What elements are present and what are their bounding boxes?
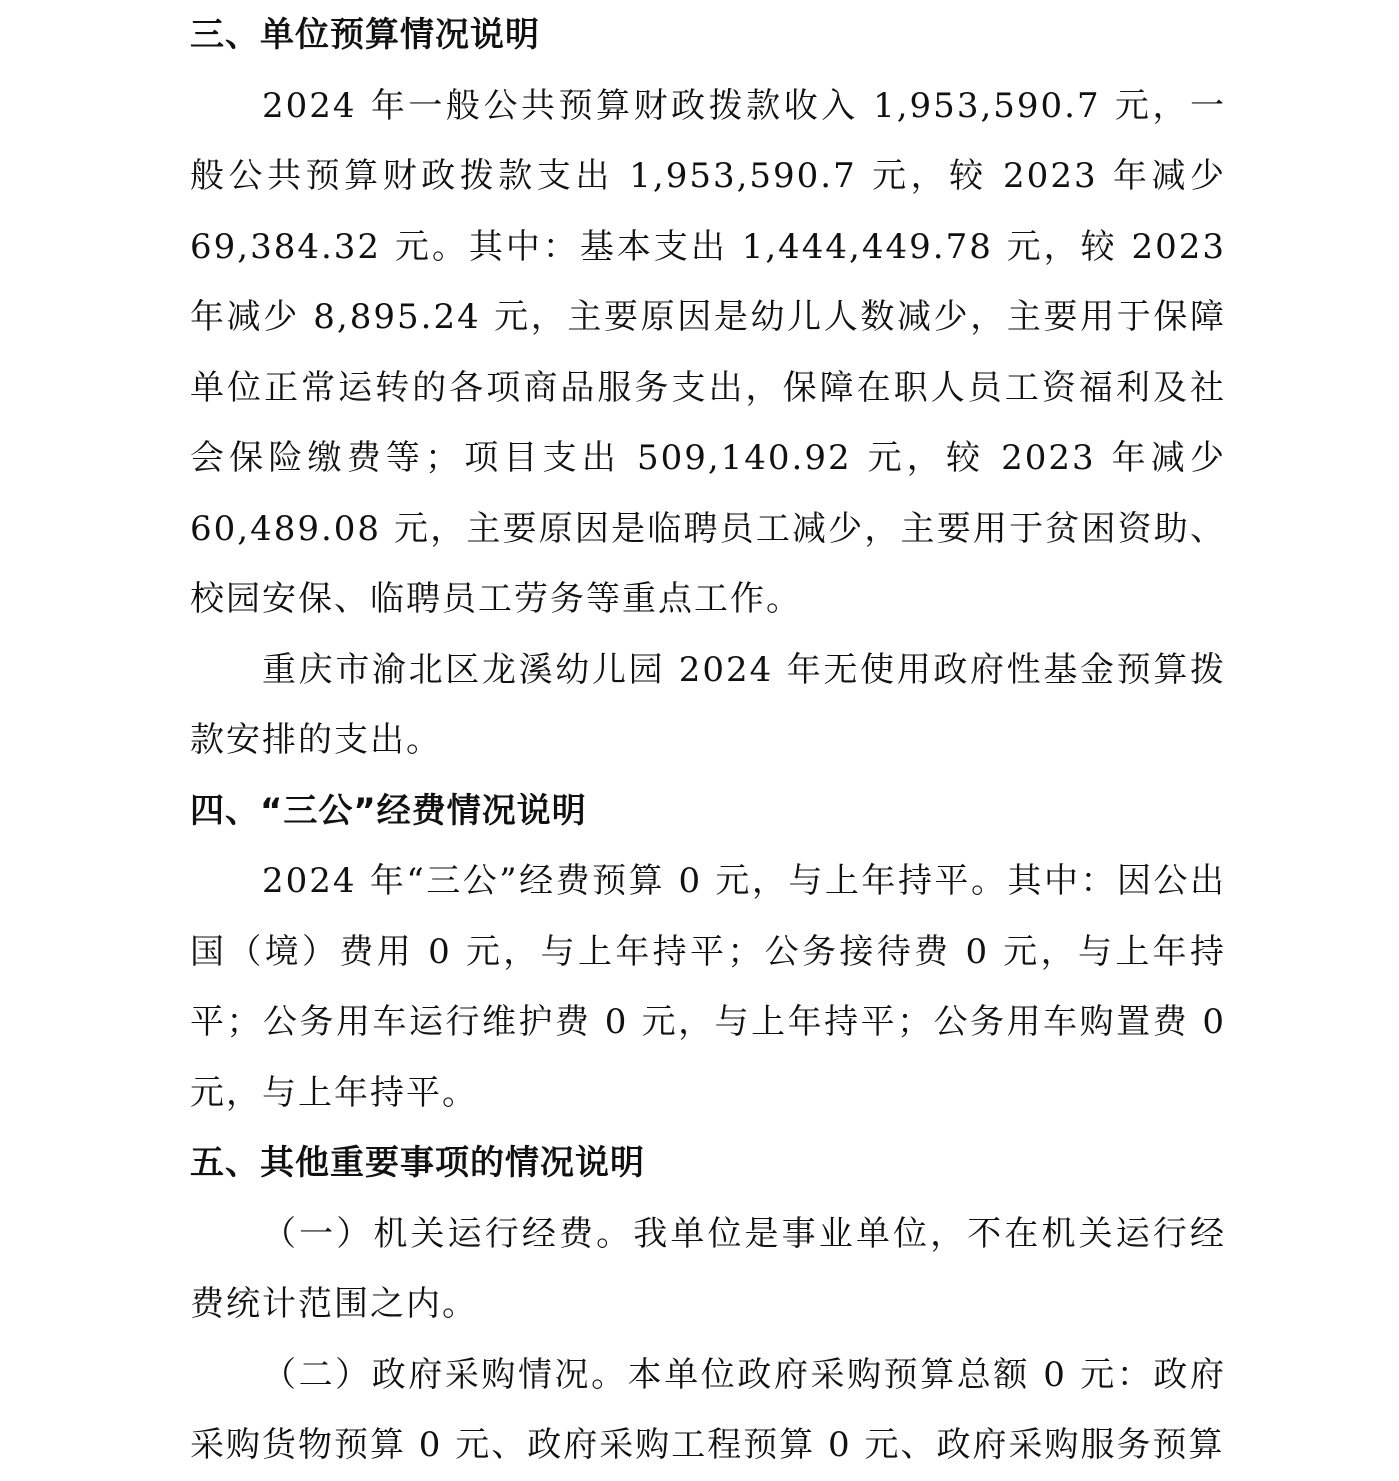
paragraph-operating-expenses: （一）机关运行经费。我单位是事业单位，不在机关运行经费统计范围之内。 [190,1213,1226,1324]
section-heading-other-matters: 五、其他重要事项的情况说明 [190,1143,645,1183]
paragraph-budget-income-expense: 2024 年一般公共预算财政拨款收入 1,953,590.7 元，一般公共预算财政拨款支出 1,953,590.7 元，较 2023 年减少 69,384.32 元。其中：基本支出 1,444,449.78 元，较 2023 年减少 8,895.24 元，主要原因是幼儿人数减少，主要用于保障单位正常运转的各项商品服务支出，保障在职人员工资福利及社会保险缴费等；项目支出 509,140.92 元，较 2023 年减少 60,489.08 元，主要原因是临聘员工减少，主要用于贫困资助、校园安保、临聘员工劳务等重点工作。 [190,85,1226,619]
section-heading-unit-budget: 三、单位预算情况说明 [190,15,540,55]
paragraph-government-fund: 重庆市渝北区龙溪幼儿园 2024 年无使用政府性基金预算拨款安排的支出。 [190,649,1226,760]
paragraph-three-public-funds: 2024 年“三公”经费预算 0 元，与上年持平。其中：因公出国（境）费用 0 元，与上年持平；公务接待费 0 元，与上年持平；公务用车运行维护费 0 元，与上年持平；公务用车购置费 0 元，与上年持平。 [190,861,1226,1113]
document-page [190,0,1226,1481]
section-heading-three-public-funds: 四、“三公”经费情况说明 [190,790,587,831]
paragraph-government-procurement: （二）政府采购情况。本单位政府采购预算总额 0 元：政府采购货物预算 0 元、政府采购工程预算 0 元、政府采购服务预算 [190,1354,1226,1465]
